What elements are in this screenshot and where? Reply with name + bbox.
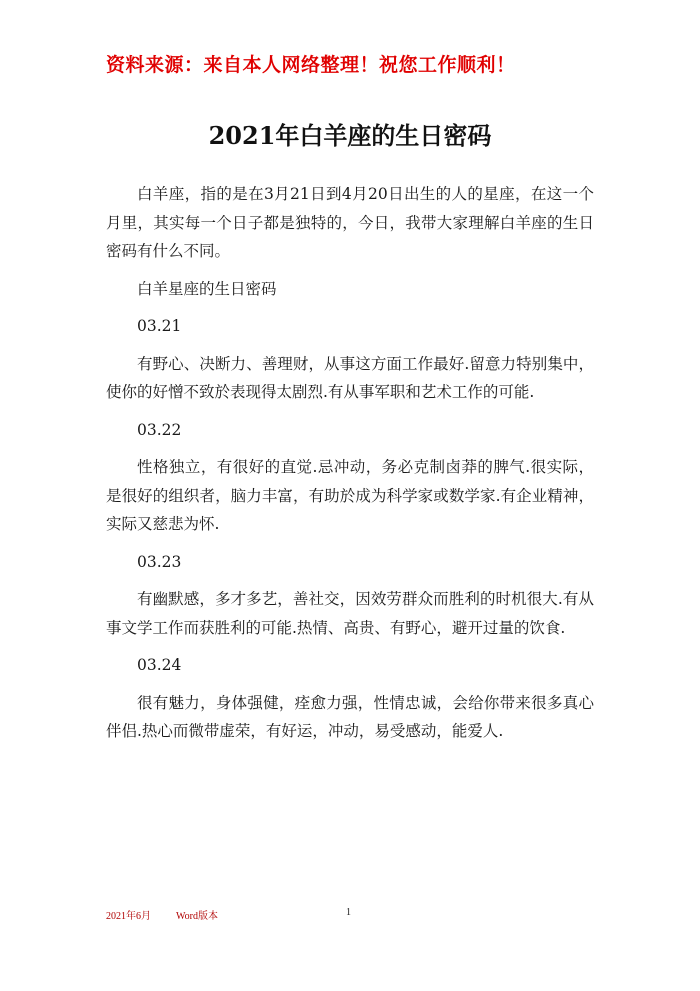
page-number: 1 bbox=[346, 907, 351, 918]
intro-paragraph: 白羊座，指的是在3月21日到4月20日出生的人的星座，在这一个月里，其实每一个日子都是独特的，今日，我带大家理解白羊座的生日密码有什么不同。 bbox=[106, 185, 594, 260]
paragraph-0323: 有幽默感，多才多艺，善社交，因效劳群众而胜利的时机很大.有从事文学工作而获胜利的可能.热情、高贵、有野心，避开过量的饮食. bbox=[106, 590, 594, 637]
paragraph-0324: 很有魅力，身体强健，痊愈力强，性情忠诚，会给你带来很多真心伴侣.热心而微带虚荣，有好运，冲动，易受感动，能爱人. bbox=[106, 693, 594, 740]
footer-date: 2021年6月 bbox=[106, 911, 151, 922]
footer-version: Word版本 bbox=[176, 911, 218, 922]
date-heading-0321: 03.21 bbox=[137, 317, 182, 335]
date-heading-0323: 03.23 bbox=[137, 552, 182, 571]
paragraph-0322: 性格独立，有很好的直觉.忌冲动，务必克制卤莽的脾气.很实际，是很好的组织者，脑力丰富，有助於成为科学家或数学家.有企业精神，实际又慈悲为怀. bbox=[106, 458, 594, 533]
date-heading-0324: 03.24 bbox=[137, 656, 182, 674]
paragraph-0321: 有野心、决断力、善理财，从事这方面工作最好.留意力特别集中，使你的好憎不致於表现得太剧烈.有从事军职和艺术工作的可能. bbox=[106, 354, 594, 401]
document-body bbox=[106, 180, 594, 755]
section-heading: 白羊星座的生日密码 bbox=[137, 279, 277, 298]
document-title: 2021年白羊座的生日密码 bbox=[208, 121, 492, 150]
date-heading-0322: 03.22 bbox=[137, 420, 182, 439]
source-banner: 资料来源：来自本人网络整理！祝您工作顺利！ bbox=[106, 54, 516, 76]
